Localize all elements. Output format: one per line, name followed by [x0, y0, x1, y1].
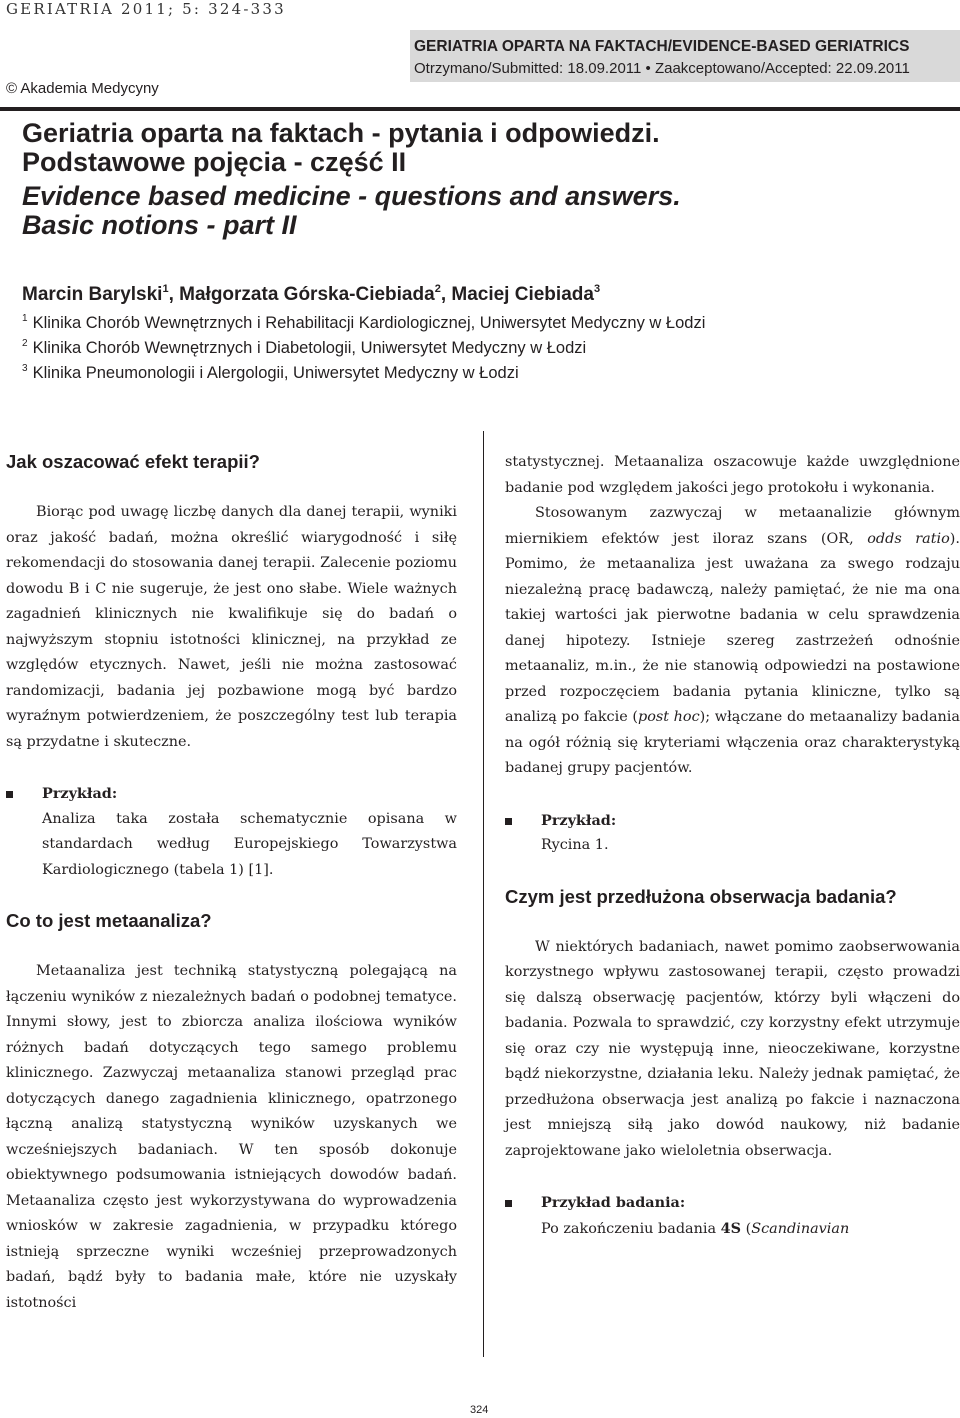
- header-divider: [0, 107, 960, 111]
- affiliation-ref: 2: [434, 283, 441, 295]
- bullet-square-icon: [505, 1200, 512, 1207]
- title-english: [22, 182, 681, 240]
- paragraph: Biorąc pod uwagę liczbę danych dla danej terapii, wyniki oraz jakość badań, można określić wiarygodność i siłę rekomendacji do stosowania danej terapii. Zalecenie poziomu dowodu B i C nie sugeruje, że jest ono słabe. Wiele ważnych zagadnień klinicznych nie kwalifikuje się do badań o najwyższym stopniu istotności klinicznej, na przykład ze względów etycznych. Nawet, jeśli nie można zastosować randomizacji, badania jej pozbawione mogą być bardzo wyraźnym potwierdzeniem, że poszczególny test lub terapia są przydatne i skuteczne.: [6, 504, 457, 750]
- example-block: [505, 808, 960, 859]
- text-run-italic: Scandinavian: [751, 1220, 850, 1237]
- page-number: 324: [470, 1404, 489, 1416]
- text-run: Stosowanym zazwyczaj w metaanalizie głównym miernikiem efektów jest iloraz szans (OR,: [505, 505, 960, 547]
- paragraph: W niektórych badaniach, nawet pomimo zaobserwowania korzystnego wpływu zastosowanej terapii, często prowadzi się dalszą obserwację pacjentów, którzy byli włączeni do badania. Pozwala to sprawdzić, czy korzystny efekt utrzymuje się oraz czy nie występują inne, nieoczekiwane, korzystne bądź niekorzystne, działania leku. Należy jednak pamiętać, że przedłużona obserwacja jest analizą po fakcie i naznaczona jest mniejszą siłą jako dowód naukowy, niż badanie zaprojektowane jako wieloletnia obserwacja.: [505, 938, 960, 1159]
- title-english-line: Evidence based medicine - questions and answers.: [22, 181, 681, 211]
- example-block: [505, 1190, 960, 1242]
- example-label-text: Przykład badania:: [541, 1194, 686, 1211]
- author-name: Małgorzata Górska-Ciebiada: [179, 284, 435, 305]
- affiliation-number: 3: [22, 363, 28, 374]
- text-run-italic: odds ratio: [867, 530, 950, 547]
- affiliation-text: Klinika Chorób Wewnętrznych i Rehabilitacji Kardiologicznej, Uniwersytet Medyczny w Łodzi: [32, 314, 706, 332]
- text-run-bold: 4S: [720, 1219, 742, 1237]
- paragraph: statystycznej. Metaanaliza oszacowuje każde uwzględnione badanie pod względem jakości jego protokołu i wykonania.: [505, 454, 960, 496]
- left-column: [6, 450, 457, 1316]
- title-english-line: Basic notions - part II: [22, 210, 297, 240]
- title-polish-line: Podstawowe pojęcia - część II: [22, 147, 407, 177]
- copyright-notice: © Akademia Medycyny: [6, 80, 159, 97]
- submission-dates: Otrzymano/Submitted: 18.09.2011 • Zaakceptowano/Accepted: 22.09.2011: [414, 60, 910, 77]
- separator: ,: [440, 284, 452, 305]
- affiliation: [22, 339, 586, 358]
- paragraph: Metaanaliza jest techniką statystyczną polegającą na łączeniu wyników z niezależnych badań o podobnej tematyce. Innymi słowy, jest to zbiorcza analiza ilościowa wyników różnych badań dotyczących tego samego problemu klinicznego. Zazwyczaj metaanaliza stanowi przegląd prac dotyczących danego zagadnienia klinicznego, opatrzonego łączną analizą statystyczną wyników uzyskanych we wcześniejszych badaniach. W ten sposób dokonuje obiektywnego podsumowania istniejących dowodów badań. Metaanaliza często jest wykorzystywana do wyprowadzenia wniosków w zakresie zagadnienia, w przypadku którego istnieją sprzeczne wyniki wcześniej przeprowadzonych badań, bądź były to badania małe, które nie uzyskały istotności: [6, 963, 457, 1311]
- separator: ,: [168, 284, 180, 305]
- text-run: (: [741, 1220, 752, 1237]
- example-label: [505, 808, 960, 834]
- author-name: Maciej Ciebiada: [451, 284, 594, 305]
- affiliation: [22, 364, 519, 383]
- affiliation: [22, 314, 705, 333]
- example-block: [6, 781, 457, 883]
- example-label: [505, 1190, 960, 1216]
- section-heading: Jak oszacować efekt terapii?: [6, 451, 260, 472]
- bullet-square-icon: [6, 791, 13, 798]
- affiliation-number: 1: [22, 313, 28, 324]
- author-name: Marcin Barylski: [22, 284, 163, 305]
- example-label: [6, 781, 457, 807]
- text-run: ); włączane do metaanalizy badania na ogół różnią się kryteriami włączenia oraz charakterystyką badanej grupy pacjentów.: [505, 709, 960, 776]
- section-heading: Co to jest metaanaliza?: [6, 910, 212, 931]
- example-text: Rycina 1.: [541, 837, 609, 853]
- affiliation-text: Klinika Chorób Wewnętrznych i Diabetologii, Uniwersytet Medyczny w Łodzi: [32, 339, 587, 357]
- bullet-square-icon: [505, 818, 512, 825]
- affiliation-text: Klinika Pneumonologii i Alergologii, Uniwersytet Medyczny w Łodzi: [32, 364, 519, 382]
- affiliation-ref: 1: [162, 283, 169, 295]
- right-column: [505, 450, 960, 1242]
- example-text: Analiza taka została schematycznie opisana w standardach według Europejskiego Towarzystwa Kardiologicznego (tabela 1) [1].: [42, 810, 457, 878]
- text-run: ). Pomimo, że metaanaliza jest uważana za swego rodzaju niezależną pracę badawczą, należy pamiętać, że nie ma ona takiej wartości jak pierwotne badania w celu sprawdzenia danej hipotezy. Istnieje szereg zastrzeżeń odnośnie metaanaliz, m.in., że nie stanowią odpowiedzi na postawione przed rozpoczęciem badania pytania kliniczne, tylko są analizą po fakcie (: [505, 530, 960, 725]
- title-polish: [22, 119, 660, 177]
- example-label-text: Przykład:: [42, 785, 118, 802]
- affiliation-ref: 3: [593, 283, 601, 295]
- journal-citation: GERIATRIA 2011; 5: 324-333: [6, 0, 286, 18]
- paragraph: [505, 501, 960, 782]
- affiliation-number: 2: [22, 338, 28, 349]
- text-run-italic: post hoc: [637, 709, 700, 725]
- text-run: Po zakończeniu badania: [541, 1220, 721, 1237]
- author-list: [22, 284, 600, 306]
- title-polish-line: Geriatria oparta na faktach - pytania i odpowiedzi.: [22, 118, 660, 148]
- example-text: [505, 1216, 960, 1243]
- section-category: GERIATRIA OPARTA NA FAKTACH/EVIDENCE-BASED GERIATRICS: [414, 38, 910, 55]
- column-divider: [483, 431, 484, 1357]
- example-label-text: Przykład:: [541, 811, 617, 829]
- section-heading: Czym jest przedłużona obserwacja badania?: [505, 885, 897, 907]
